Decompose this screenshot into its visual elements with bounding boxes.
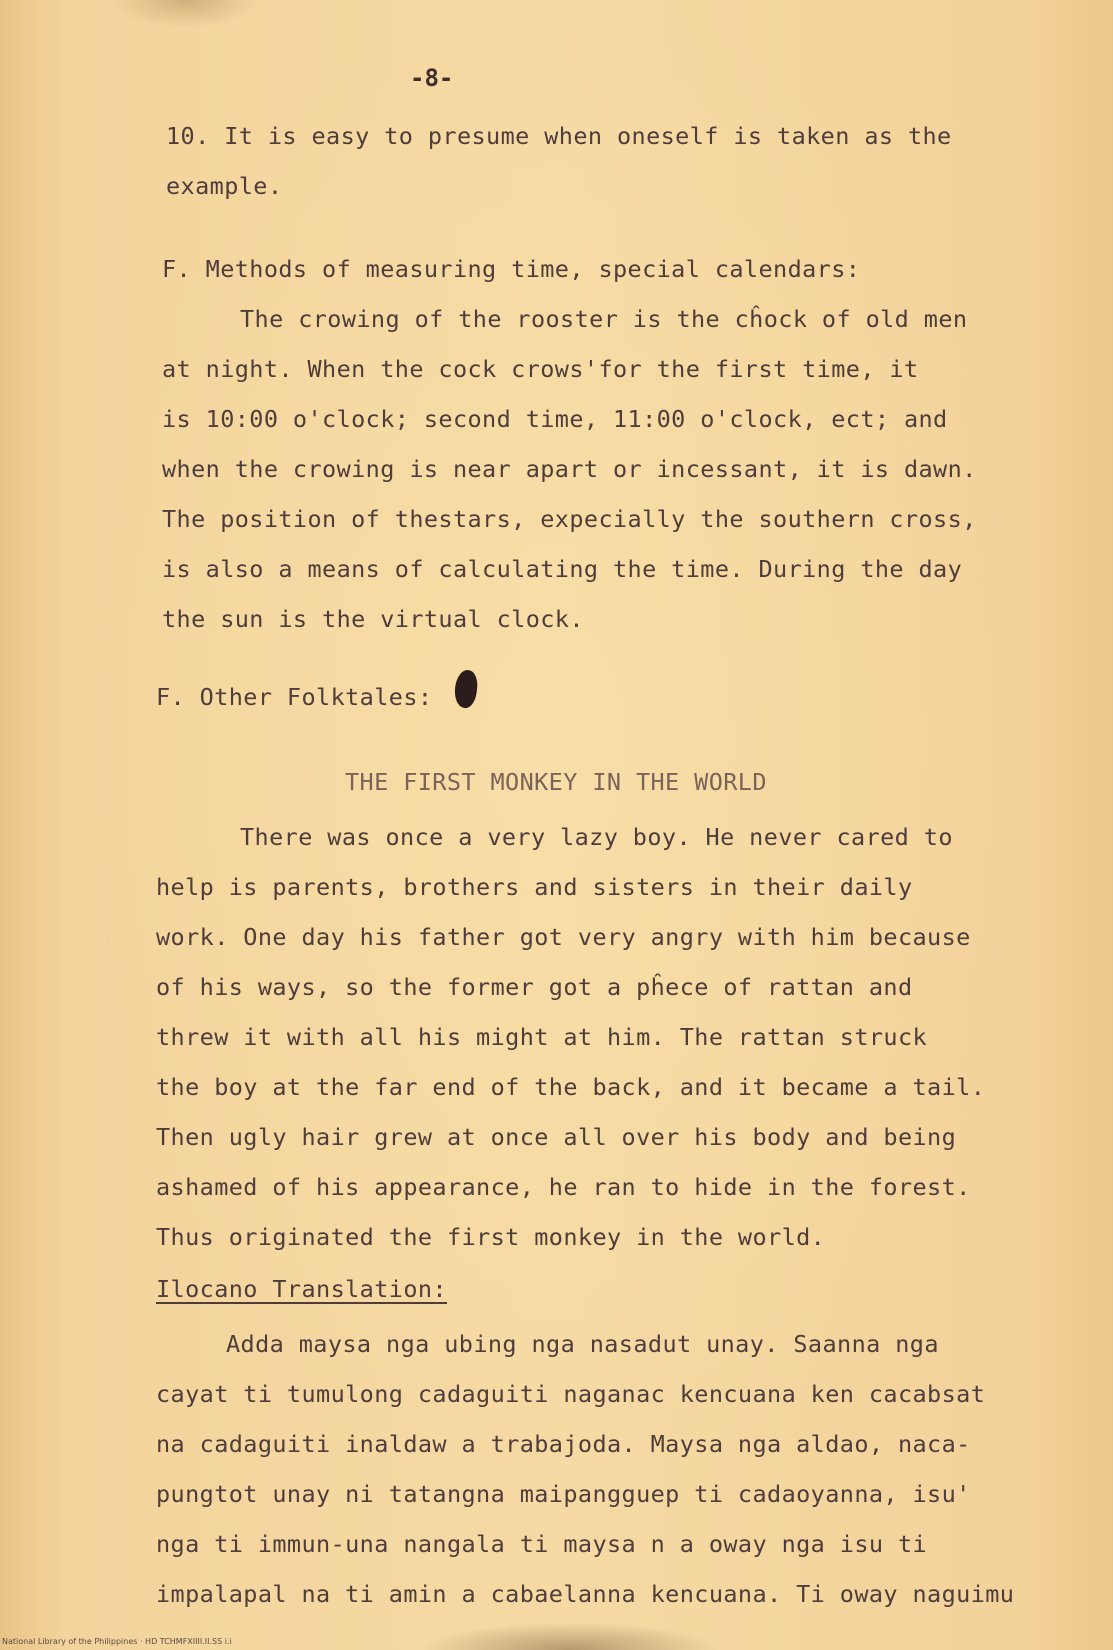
text-line-20: ashamed of his appearance, he ran to hide in the forest. <box>156 1173 971 1201</box>
section-heading-ilocano: Ilocano Translation: <box>156 1275 447 1303</box>
text-line-6: is 10:00 o'clock; second time, 11:00 o'clock, ect; and <box>162 405 948 433</box>
text-line-4: The crowing of the rooster is the cĥock of old men <box>240 305 968 333</box>
text-line-17: threw it with all his might at him. The rattan struck <box>156 1023 928 1051</box>
text-line-26: pungtot unay ni tatangna maipangguep ti cadaoyanna, isu' <box>156 1480 971 1508</box>
text-line-23: Adda maysa nga ubing nga nasadut unay. Saanna nga <box>226 1330 939 1358</box>
text-line-27: nga ti immun-una nangala ti maysa n a oway nga isu ti <box>156 1530 928 1558</box>
text-line-1: 10. It is easy to presume when oneself is taken as the <box>166 122 952 150</box>
text-line-9: is also a means of calculating the time. During the day <box>162 555 963 583</box>
text-line-21: Thus originated the first monkey in the world. <box>156 1223 826 1251</box>
text-line-15: work. One day his father got very angry with him because <box>156 923 971 951</box>
text-line-14: help is parents, brothers and sisters in their daily <box>156 873 913 901</box>
text-line-10: the sun is the virtual clock. <box>162 605 584 633</box>
text-line-16: of his ways, so the former got a pĥece of rattan and <box>156 973 913 1001</box>
paper-stain-bottom <box>420 1622 720 1650</box>
text-line-8: The position of thestars, expecially the southern cross, <box>162 505 977 533</box>
footer-watermark: National Library of the Philippines · HD TCHMFXIIII.II.SS i.i <box>2 1637 232 1646</box>
text-line-24: cayat ti tumulong cadaguiti naganac kencuana ken cacabsat <box>156 1380 986 1408</box>
text-line-19: Then ugly hair grew at once all over his body and being <box>156 1123 957 1151</box>
text-line-18: the boy at the far end of the back, and it became a tail. <box>156 1073 986 1101</box>
text-line-5: at night. When the cock crows'for the first time, it <box>162 355 919 383</box>
paper-stain-top <box>110 0 260 28</box>
section-heading-folktales: F. Other Folktales: <box>156 683 433 711</box>
text-line-2: example. <box>166 172 283 200</box>
text-line-28: impalapal na ti amin a cabaelanna kencuana. Ti oway naguimu <box>156 1580 1015 1608</box>
section-heading-time: F. Methods of measuring time, special calendars: <box>162 255 861 283</box>
text-line-13: There was once a very lazy boy. He never cared to <box>240 823 953 851</box>
ink-blot <box>452 669 479 710</box>
story-title: THE FIRST MONKEY IN THE WORLD <box>345 768 767 796</box>
text-line-25: na cadaguiti inaldaw a trabajoda. Maysa nga aldao, naca- <box>156 1430 971 1458</box>
text-line-7: when the crowing is near apart or incessant, it is dawn. <box>162 455 977 483</box>
page-number: -8- <box>410 64 454 92</box>
